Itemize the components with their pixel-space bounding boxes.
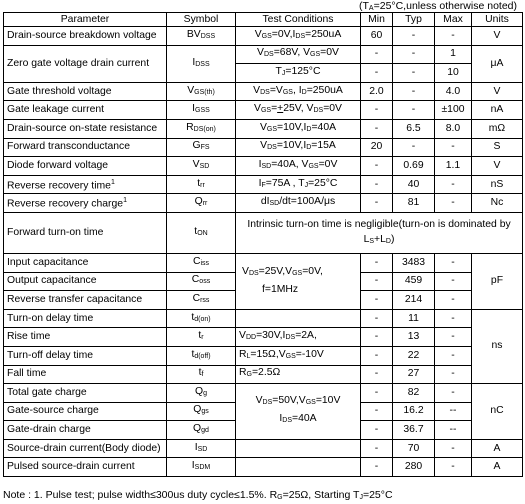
header-min: Min: [361, 13, 393, 27]
typ-cell: 459: [393, 272, 435, 291]
table-row: [4, 45, 523, 64]
symbol-cell: $t_{rr}$: [167, 175, 236, 194]
condition-cell: $V_{GS}=10V,I_D=40A$: [236, 119, 361, 138]
min-cell: -: [361, 309, 393, 328]
header-max: Max: [435, 13, 472, 27]
table-row: [4, 119, 523, 138]
table-row: [4, 101, 523, 120]
unit-cell: A: [472, 439, 523, 458]
min-cell: -: [361, 64, 393, 83]
condition-cell: $V_{DD}=30V,I_{DS}=2A$,: [236, 328, 361, 347]
typ-cell: 3483: [393, 253, 435, 272]
typ-cell: 81: [393, 194, 435, 213]
typ-cell: 280: [393, 458, 435, 477]
max-cell: -: [435, 309, 472, 328]
unit-cell: nA: [472, 101, 523, 120]
typ-cell: 13: [393, 328, 435, 347]
symbol-cell: $C_{oss}$: [167, 272, 236, 291]
max-cell: -: [435, 27, 472, 46]
max-cell: ±100: [435, 101, 472, 120]
table-row: [4, 346, 523, 365]
min-cell: -: [361, 45, 393, 64]
symbol-cell: $t_{d(off)}$: [167, 346, 236, 365]
max-cell: -: [435, 138, 472, 157]
param-cell: Forward turn-on time: [4, 212, 167, 253]
unit-cell: V: [472, 27, 523, 46]
min-cell: -: [361, 458, 393, 477]
unit-cell: μA: [472, 45, 523, 82]
typ-cell: -: [393, 101, 435, 120]
header-typ: Typ: [393, 13, 435, 27]
typ-cell: -: [393, 45, 435, 64]
max-cell: -: [435, 272, 472, 291]
typ-cell: 70: [393, 439, 435, 458]
table-row: [4, 175, 523, 194]
unit-cell: Nc: [472, 194, 523, 213]
max-cell: -: [435, 384, 472, 403]
typ-cell: 6.5: [393, 119, 435, 138]
max-cell: -: [435, 194, 472, 213]
min-cell: -: [361, 291, 393, 310]
min-cell: -: [361, 194, 393, 213]
unit-cell: nC: [472, 384, 523, 440]
max-cell: -: [435, 175, 472, 194]
symbol-cell: $V_{GS(th)}$: [167, 82, 236, 101]
max-cell: 1.1: [435, 157, 472, 176]
conditions-note: ($T_A=25^\circ C,unless$ otherwise noted): [359, 0, 517, 12]
max-cell: 1: [435, 45, 472, 64]
param-cell: Forward transconductance: [4, 138, 167, 157]
param-cell: Gate threshold voltage: [4, 82, 167, 101]
param-cell: Total gate charge: [4, 384, 167, 403]
typ-cell: 40: [393, 175, 435, 194]
max-cell: -: [435, 291, 472, 310]
max-cell: -: [435, 328, 472, 347]
table-row: [4, 365, 523, 384]
max-cell: --: [435, 402, 472, 421]
min-cell: -: [361, 346, 393, 365]
symbol-cell: $t_r$: [167, 328, 236, 347]
symbol-cell: $C_{rss}$: [167, 291, 236, 310]
unit-cell: S: [472, 138, 523, 157]
param-cell: Diode forward voltage: [4, 157, 167, 176]
typ-cell: 214: [393, 291, 435, 310]
condition-cell: $V_{DS}=25V,V_{GS}=0V$, f=1MHz: [236, 253, 361, 309]
table-row: [4, 458, 523, 477]
condition-cell: $T_J=125^\circ C$: [236, 64, 361, 83]
max-cell: 8.0: [435, 119, 472, 138]
max-cell: 10: [435, 64, 472, 83]
table-row: [4, 194, 523, 213]
min-cell: -: [361, 101, 393, 120]
electrical-characteristics-table: [3, 12, 523, 477]
param-cell: Rise time: [4, 328, 167, 347]
symbol-cell: $Q_{rr}$: [167, 194, 236, 213]
param-cell: Gate leakage current: [4, 101, 167, 120]
unit-cell: A: [472, 458, 523, 477]
condition-cell: $I_F=75A$ , $T_J=25^\circ C$: [236, 175, 361, 194]
table-row: [4, 157, 523, 176]
condition-cell: $V_{DS}=68V$, $V_{GS}=0V$: [236, 45, 361, 64]
table-row: [4, 328, 523, 347]
condition-cell: $I_{SD}=40A$, $V_{GS}=0V$: [236, 157, 361, 176]
param-cell: Source-drain current(Body diode): [4, 439, 167, 458]
param-cell: Turn-off delay time: [4, 346, 167, 365]
unit-cell: V: [472, 157, 523, 176]
min-cell: 2.0: [361, 82, 393, 101]
param-cell: Reverse recovery charge$^1$: [4, 194, 167, 213]
typ-cell: 36.7: [393, 421, 435, 440]
unit-cell: pF: [472, 253, 523, 309]
max-cell: -: [435, 346, 472, 365]
table-row: [4, 384, 523, 403]
max-cell: -: [435, 253, 472, 272]
condition-cell: [236, 439, 361, 458]
param-cell: Drain-source breakdown voltage: [4, 27, 167, 46]
max-cell: -: [435, 439, 472, 458]
unit-cell: nS: [472, 175, 523, 194]
condition-cell: $R_G=2.5\Omega$: [236, 365, 361, 384]
table-row: [4, 138, 523, 157]
header-test-conditions: Test Conditions: [236, 13, 361, 27]
symbol-cell: $Q_{gs}$: [167, 402, 236, 421]
symbol-cell: $C_{iss}$: [167, 253, 236, 272]
typ-cell: 27: [393, 365, 435, 384]
typ-cell: 22: [393, 346, 435, 365]
symbol-cell: $V_{SD}$: [167, 157, 236, 176]
typ-cell: -: [393, 82, 435, 101]
symbol-cell: $Q_{gd}$: [167, 421, 236, 440]
typ-cell: 0.69: [393, 157, 435, 176]
symbol-cell: $BV_{DSS}$: [167, 27, 236, 46]
header-parameter: Parameter: [4, 13, 167, 27]
typ-cell: 11: [393, 309, 435, 328]
condition-cell: $V_{DS}=V_{GS}$, $I_D=250uA$: [236, 82, 361, 101]
typ-cell: -: [393, 138, 435, 157]
typ-cell: 16.2: [393, 402, 435, 421]
min-cell: -: [361, 157, 393, 176]
table-row: [4, 27, 523, 46]
table-header-row: [4, 13, 523, 27]
condition-cell: [236, 309, 361, 328]
header-symbol: Symbol: [167, 13, 236, 27]
max-cell: -: [435, 365, 472, 384]
min-cell: -: [361, 402, 393, 421]
max-cell: --: [435, 421, 472, 440]
min-cell: -: [361, 119, 393, 138]
condition-cell: $V_{GS}=0V,I_{DS}=250uA$: [236, 27, 361, 46]
table-row: [4, 439, 523, 458]
condition-cell: $R_L=15\Omega,V_{GS}=-10V$: [236, 346, 361, 365]
min-cell: -: [361, 365, 393, 384]
min-cell: -: [361, 421, 393, 440]
table-row: [4, 253, 523, 272]
min-cell: -: [361, 253, 393, 272]
min-cell: -: [361, 272, 393, 291]
min-cell: -: [361, 328, 393, 347]
condition-cell: $V_{GS}=+25V$, $V_{DS}=0V$: [236, 101, 361, 120]
typ-cell: -: [393, 64, 435, 83]
param-cell: Output capacitance: [4, 272, 167, 291]
symbol-cell: $t_f$: [167, 365, 236, 384]
condition-cell: $dI_{SD}/dt=100A/\mu s$: [236, 194, 361, 213]
table-row: [4, 309, 523, 328]
symbol-cell: $t_{d(on)}$: [167, 309, 236, 328]
typ-cell: -: [393, 27, 435, 46]
symbol-cell: $G_{FS}$: [167, 138, 236, 157]
symbol-cell: $I_{DSS}$: [167, 45, 236, 82]
condition-cell: $V_{DS}=10V,I_D=15A$: [236, 138, 361, 157]
unit-cell: mΩ: [472, 119, 523, 138]
min-cell: -: [361, 439, 393, 458]
param-cell: Turn-on delay time: [4, 309, 167, 328]
symbol-cell: $I_{SDM}$: [167, 458, 236, 477]
symbol-cell: $t_{ON}$: [167, 212, 236, 253]
param-cell: Drain-source on-state resistance: [4, 119, 167, 138]
condition-cell: [236, 458, 361, 477]
min-cell: 20: [361, 138, 393, 157]
condition-cell: $V_{DS}=50V,V_{GS}=10V$ $I_{DS}=40A$: [236, 384, 361, 440]
param-cell: Reverse recovery time$^1$: [4, 175, 167, 194]
unit-cell: ns: [472, 309, 523, 383]
typ-cell: 82: [393, 384, 435, 403]
header-units: Units: [472, 13, 523, 27]
symbol-cell: $I_{SD}$: [167, 439, 236, 458]
param-cell: Gate-drain charge: [4, 421, 167, 440]
max-cell: 4.0: [435, 82, 472, 101]
min-cell: 60: [361, 27, 393, 46]
param-cell: Reverse transfer capacitance: [4, 291, 167, 310]
max-cell: -: [435, 458, 472, 477]
symbol-cell: $R_{DS(on)}$: [167, 119, 236, 138]
min-cell: -: [361, 175, 393, 194]
param-cell: Fall time: [4, 365, 167, 384]
condition-cell: Intrinsic turn-on time is negligible(turn-on is dominated by $L_S+L_D$): [236, 212, 523, 253]
param-cell: Pulsed source-drain current: [4, 458, 167, 477]
symbol-cell: $I_{GSS}$: [167, 101, 236, 120]
min-cell: -: [361, 384, 393, 403]
footnote: Note : 1. Pulse test; pulse width≤300us duty cycle≤1.5%. $R_G=25\Omega$, Starting $T_J=25^\circ C$: [3, 489, 393, 501]
param-cell: Input capacitance: [4, 253, 167, 272]
table-row: [4, 212, 523, 253]
table-row: [4, 82, 523, 101]
param-cell: Gate-source charge: [4, 402, 167, 421]
unit-cell: V: [472, 82, 523, 101]
symbol-cell: $Q_g$: [167, 384, 236, 403]
param-cell: Zero gate voltage drain current: [4, 45, 167, 82]
